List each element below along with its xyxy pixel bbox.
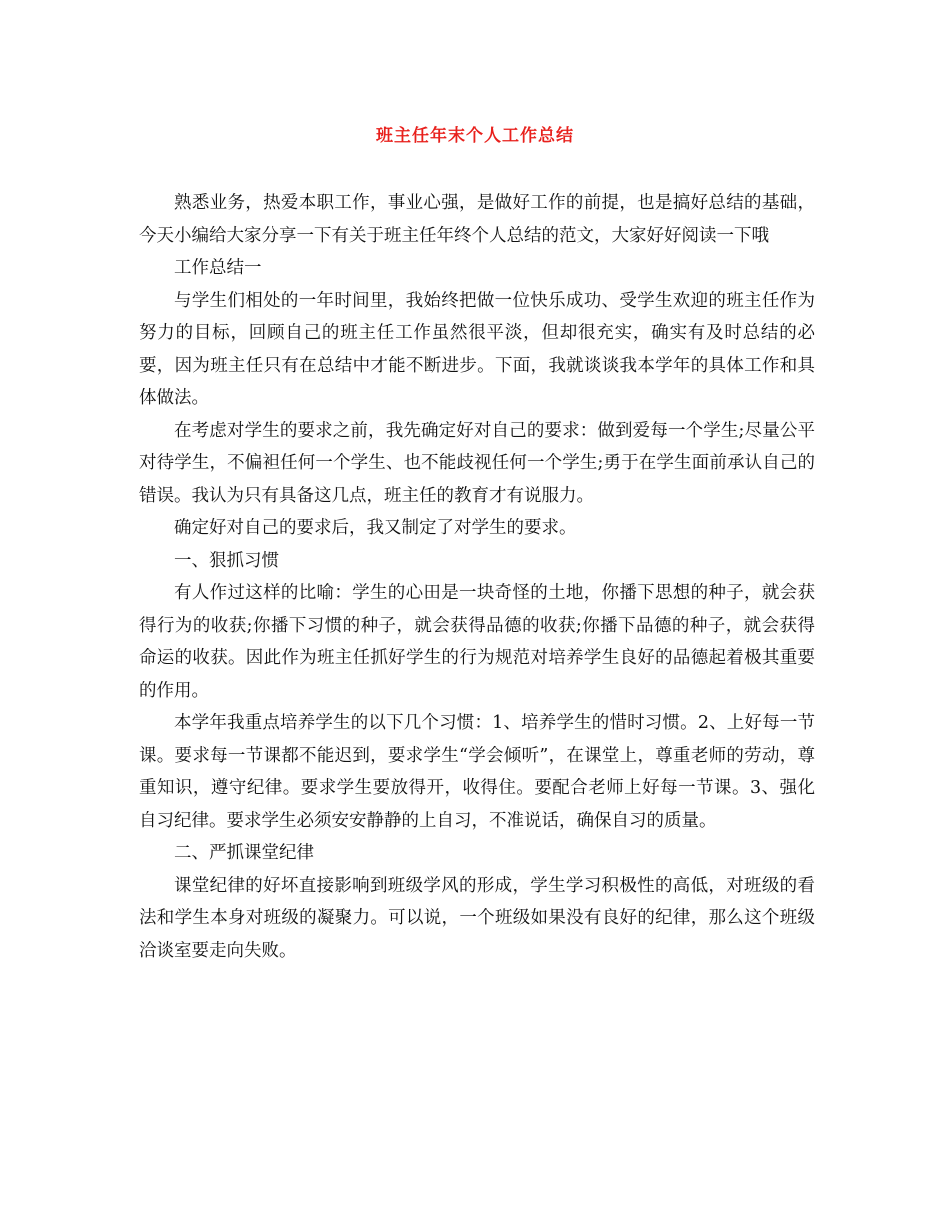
- paragraph: 课堂纪律的好坏直接影响到班级学风的形成，学生学习积极性的高低，对班级的看法和学生本身对班级的凝聚力。可以说，一个班级如果没有良好的纪律，那么这个班级洽谈室要走向失败。: [139, 875, 815, 961]
- paragraph: 确定好对自己的要求后，我又制定了对学生的要求。: [174, 518, 577, 538]
- document-body: [139, 187, 815, 967]
- paragraph: 在考虑对学生的要求之前，我先确定好对自己的要求：做到爱每一个学生;尽量公平对待学生，不偏袒任何一个学生、也不能歧视任何一个学生;勇于在学生面前承认自己的错误。我认为只有具备这几点，班主任的教育才有说服力。: [139, 420, 815, 506]
- section-heading-discipline: 二、严抓课堂纪律: [174, 843, 314, 863]
- paragraph: 本学年我重点培养学生的以下几个习惯：1、培养学生的惜时习惯。2、上好每一节课。要求每一节课都不能迟到，要求学生“学会倾听”，在课堂上，尊重老师的劳动，尊重知识，遵守纪律。要求学生要放得开，收得住。要配合老师上好每一节课。3、强化自习纪律。要求学生必须安安静静的上自习，不准说话，确保自习的质量。: [139, 713, 815, 831]
- section-heading-habits: 一、狠抓习惯: [174, 550, 279, 571]
- paragraph: 与学生们相处的一年时间里，我始终把做一位快乐成功、受学生欢迎的班主任作为努力的目标，回顾自己的班主任工作虽然很平淡，但却很充实，确实有及时总结的必要，因为班主任只有在总结中才能不断进步。下面，我就谈谈我本学年的具体工作和具体做法。: [139, 290, 815, 408]
- paragraph: 有人作过这样的比喻：学生的心田是一块奇怪的土地，你播下思想的种子，就会获得行为的收获;你播下习惯的种子，就会获得品德的收获;你播下品德的种子，就会获得命运的收获。因此作为班主任抓好学生的行为规范对培养学生良好的品德起着极其重要的作用。: [139, 583, 815, 701]
- paragraph-intro: 熟悉业务，热爱本职工作，事业心强，是做好工作的前提，也是搞好总结的基础，今天小编给大家分享一下有关于班主任年终个人总结的范文，大家好好阅读一下哦: [139, 193, 815, 246]
- document-title: 班主任年末个人工作总结: [376, 126, 574, 146]
- section-heading-summary-one: 工作总结一: [174, 258, 262, 278]
